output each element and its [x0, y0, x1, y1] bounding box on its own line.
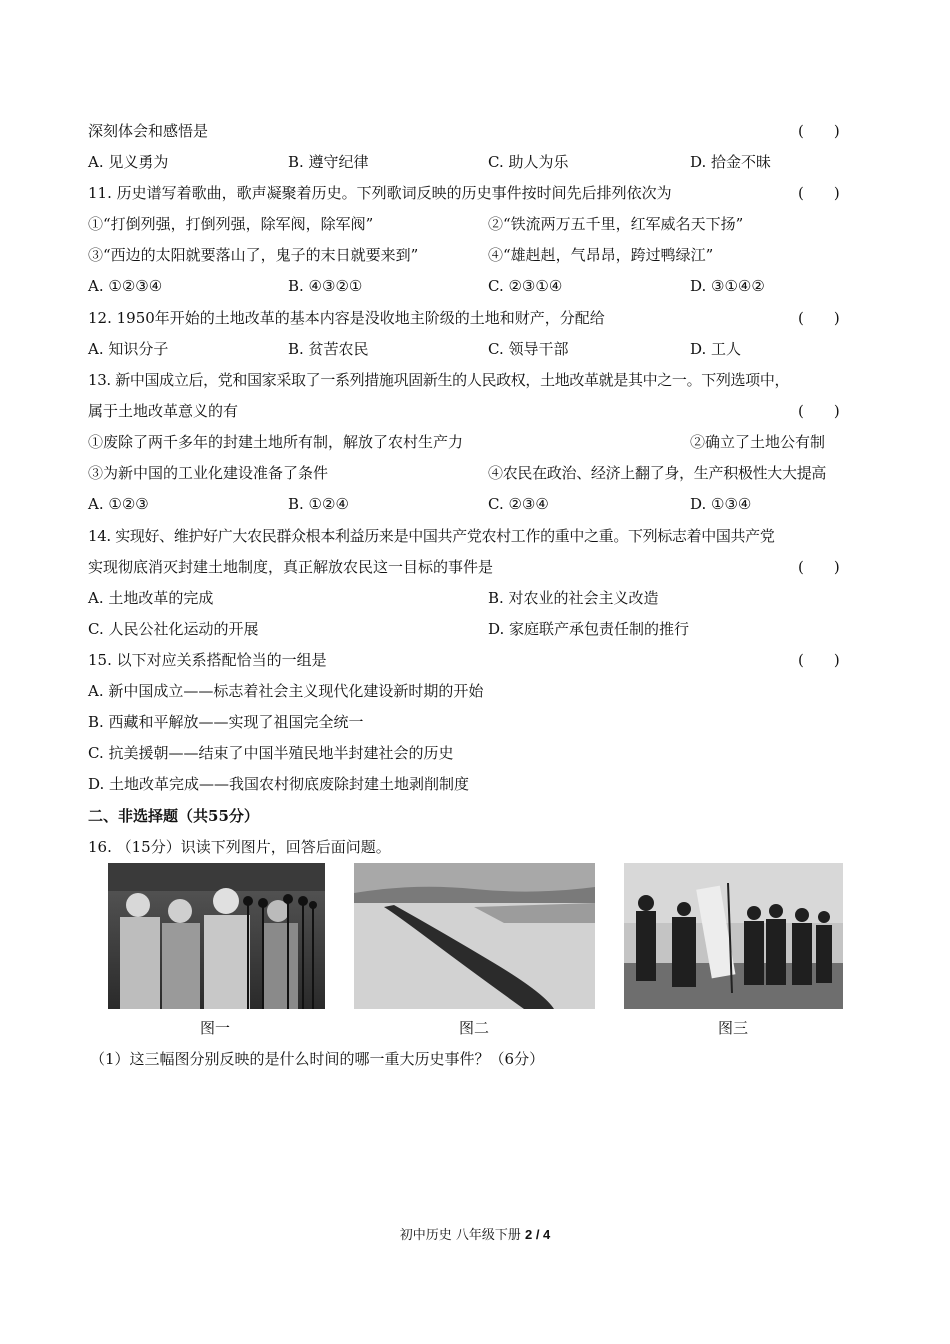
q10-option-d: D. 拾金不昧 — [690, 153, 772, 171]
page-number: 2 / 4 — [524, 1227, 551, 1242]
q16-stem: 16. （15分）识读下列图片，回答后面问题。 — [88, 838, 391, 856]
q15-answer-blank: ( ) — [798, 651, 840, 669]
footer-subject: 初中历史 八年级下册 — [399, 1228, 525, 1243]
figure-3-image — [624, 863, 843, 1009]
q13-stem-line1: 13. 新中国成立后，党和国家采取了一系列措施巩固新生的人民政权，土地改革就是其中之一。下列选项中， — [88, 371, 790, 389]
q14-option-d: D. 家庭联产承包责任制的推行 — [488, 620, 690, 638]
q10-answer-blank: ( ) — [798, 122, 840, 140]
q11-answer-blank: ( ) — [798, 184, 840, 202]
q12-stem: 12. 1950年开始的土地改革的基本内容是没收地主阶级的土地和财产，分配给 — [88, 309, 605, 327]
q14-option-a: A. 土地改革的完成 — [88, 589, 214, 607]
q11-item-1: ①“打倒列强，打倒列强，除军阀，除军阀” — [88, 215, 374, 233]
figure-2-image — [354, 863, 595, 1009]
q14-option-c: C. 人民公社化运动的开展 — [88, 620, 259, 638]
q11-item-3: ③“西边的太阳就要落山了，鬼子的末日就要来到” — [88, 246, 419, 264]
figure-1-caption: 图一 — [200, 1019, 231, 1037]
q16-subquestion-1: （1）这三幅图分别反映的是什么时间的哪一重大历史事件？（6分） — [90, 1050, 545, 1068]
figure-2-caption: 图二 — [459, 1019, 490, 1037]
q13-item-2: ②确立了土地公有制 — [690, 433, 826, 451]
q10-option-c: C. 助人为乐 — [488, 153, 569, 171]
q11-item-4: ④“雄赳赳，气昂昂，跨过鸭绿江” — [488, 246, 714, 264]
q12-option-a: A. 知识分子 — [88, 340, 169, 358]
q11-option-a: A. ①②③④ — [88, 277, 163, 295]
q14-answer-blank: ( ) — [798, 558, 840, 576]
q13-option-c: C. ②③④ — [488, 495, 549, 513]
q13-answer-blank: ( ) — [798, 402, 840, 420]
q10-option-a: A. 见义勇为 — [88, 153, 169, 171]
q12-answer-blank: ( ) — [798, 309, 840, 327]
section-heading: 二、非选择题（共55分） — [88, 807, 259, 825]
q11-stem: 11. 历史谱写着歌曲，歌声凝聚着历史。下列歌词反映的历史事件按时间先后排列依次为 — [88, 184, 672, 202]
q13-option-a: A. ①②③ — [88, 495, 149, 513]
q14-stem-line2: 实现彻底消灭封建土地制度，真正解放农民这一目标的事件是 — [88, 558, 494, 576]
q15-option-d: D. 土地改革完成——我国农村彻底废除封建土地剥削制度 — [88, 775, 470, 793]
q12-option-c: C. 领导干部 — [488, 340, 569, 358]
q13-item-3: ③为新中国的工业化建设准备了条件 — [88, 464, 329, 482]
q10-stem-tail: 深刻体会和感悟是 — [88, 122, 209, 140]
q13-option-b: B. ①②④ — [288, 495, 349, 513]
q14-stem-line1: 14. 实现好、维护好广大农民群众根本利益历来是中国共产党农村工作的重中之重。下列标志着中国共产党 — [88, 527, 775, 545]
q13-item-4: ④农民在政治、经济上翻了身，生产积极性大大提高 — [488, 464, 827, 482]
q11-option-d: D. ③①④② — [690, 277, 765, 295]
q11-item-2: ②“铁流两万五千里，红军威名天下扬” — [488, 215, 744, 233]
q12-option-d: D. 工人 — [690, 340, 742, 358]
q10-option-b: B. 遵守纪律 — [288, 153, 369, 171]
q11-option-b: B. ④③②① — [288, 277, 363, 295]
q15-option-b: B. 西藏和平解放——实现了祖国完全统一 — [88, 713, 364, 731]
page-footer — [0, 1226, 950, 1245]
q15-option-a: A. 新中国成立——标志着社会主义现代化建设新时期的开始 — [88, 682, 484, 700]
q12-option-b: B. 贫苦农民 — [288, 340, 369, 358]
q13-item-1: ①废除了两千多年的封建土地所有制，解放了农村生产力 — [88, 433, 464, 451]
q15-option-c: C. 抗美援朝——结束了中国半殖民地半封建社会的历史 — [88, 744, 454, 762]
figure-3-caption: 图三 — [718, 1019, 749, 1037]
q11-option-c: C. ②③①④ — [488, 277, 563, 295]
q15-stem: 15. 以下对应关系搭配恰当的一组是 — [88, 651, 327, 669]
q13-option-d: D. ①③④ — [690, 495, 752, 513]
figure-1-image — [108, 863, 325, 1009]
q14-option-b: B. 对农业的社会主义改造 — [488, 589, 659, 607]
q13-stem-line2: 属于土地改革意义的有 — [88, 402, 239, 420]
